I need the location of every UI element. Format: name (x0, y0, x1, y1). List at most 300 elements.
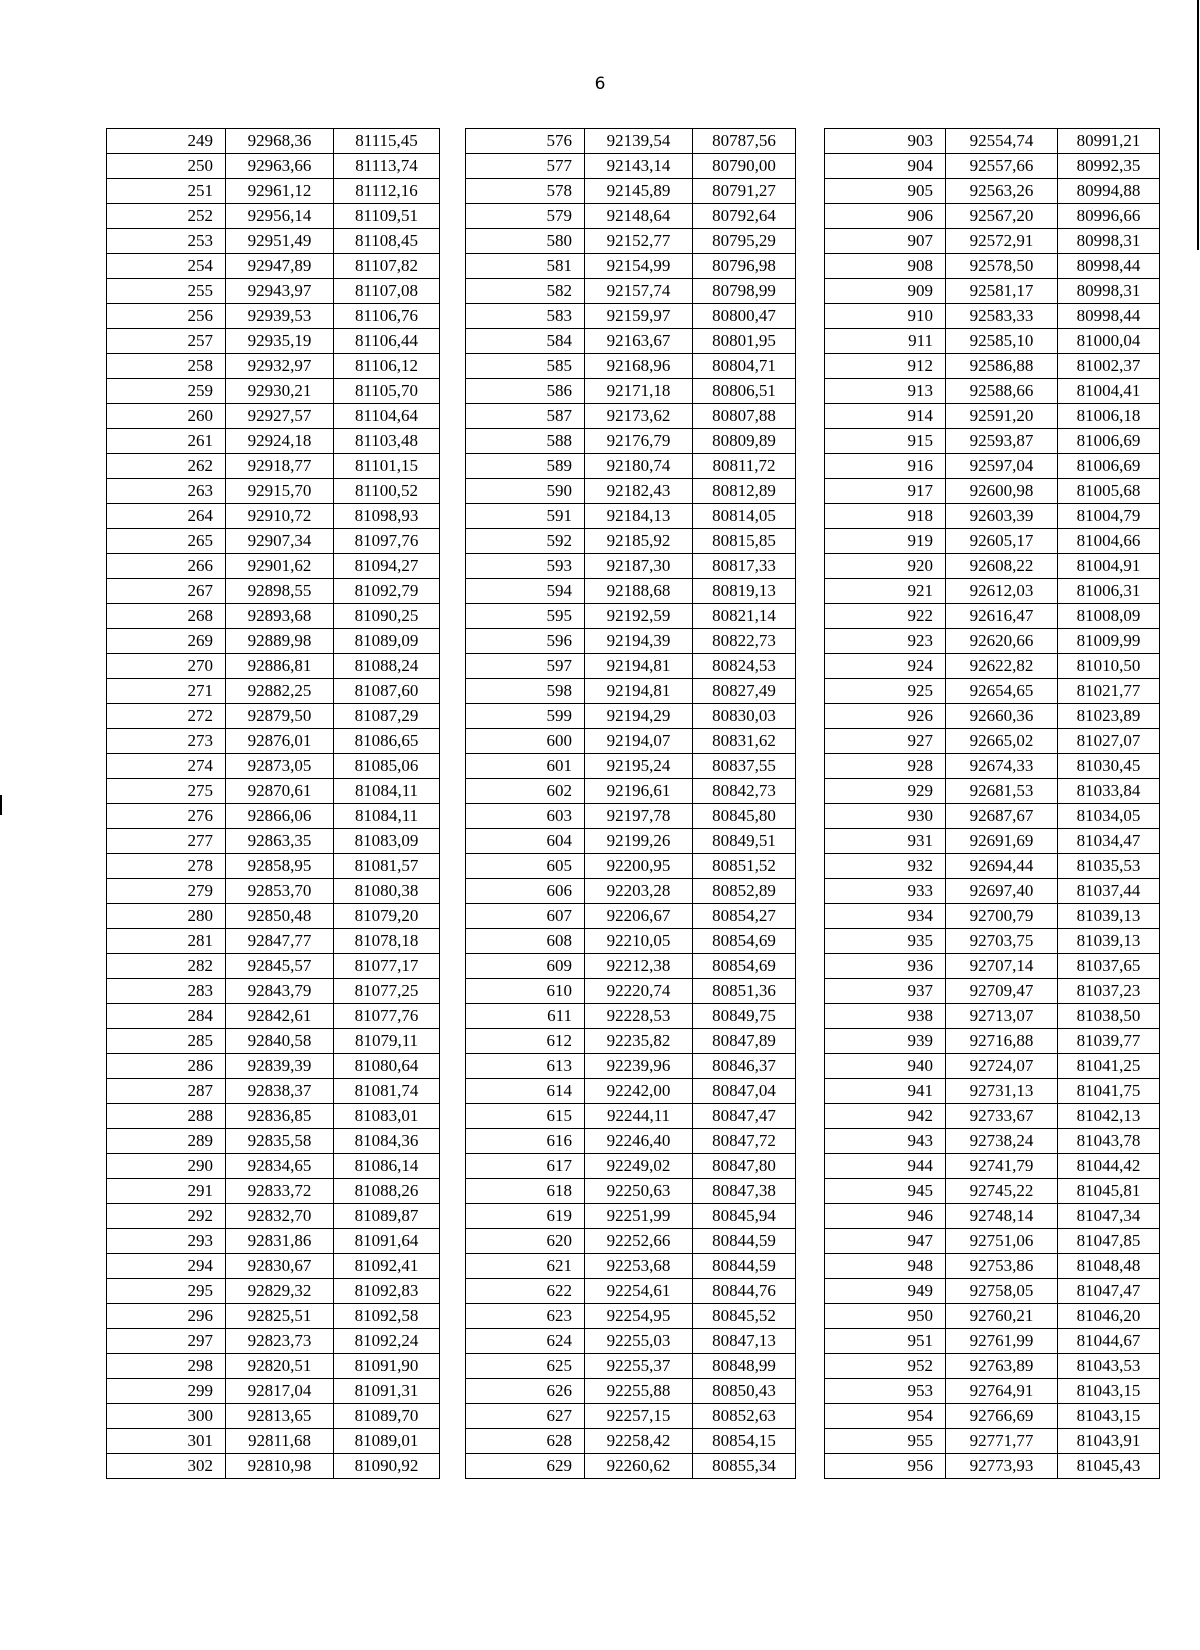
y-coordinate: 81092,83 (334, 1279, 440, 1304)
point-number: 576 (466, 129, 585, 154)
point-number: 579 (466, 204, 585, 229)
table-row (825, 604, 1160, 629)
x-coordinate: 92154,99 (585, 254, 693, 279)
x-coordinate: 92939,53 (226, 304, 334, 329)
table-row (107, 779, 440, 804)
x-coordinate: 92764,91 (946, 1379, 1058, 1404)
y-coordinate: 80821,14 (693, 604, 796, 629)
y-coordinate: 81106,44 (334, 329, 440, 354)
table-row (825, 479, 1160, 504)
y-coordinate: 80847,38 (693, 1179, 796, 1204)
point-number: 911 (825, 329, 946, 354)
point-number: 255 (107, 279, 226, 304)
point-number: 600 (466, 729, 585, 754)
x-coordinate: 92758,05 (946, 1279, 1058, 1304)
point-number: 950 (825, 1304, 946, 1329)
table-row (107, 354, 440, 379)
point-number: 289 (107, 1129, 226, 1154)
scan-edge-mark-left (0, 795, 2, 815)
point-number: 930 (825, 804, 946, 829)
table-row (825, 1354, 1160, 1379)
y-coordinate: 80848,99 (693, 1354, 796, 1379)
table-row (825, 454, 1160, 479)
point-number: 929 (825, 779, 946, 804)
table-row (107, 854, 440, 879)
y-coordinate: 81107,82 (334, 254, 440, 279)
point-number: 937 (825, 979, 946, 1004)
x-coordinate: 92870,61 (226, 779, 334, 804)
x-coordinate: 92956,14 (226, 204, 334, 229)
y-coordinate: 80824,53 (693, 654, 796, 679)
point-number: 611 (466, 1004, 585, 1029)
table-row (825, 1429, 1160, 1454)
table-row (107, 1454, 440, 1479)
table-row (466, 1329, 796, 1354)
point-number: 920 (825, 554, 946, 579)
x-coordinate: 92593,87 (946, 429, 1058, 454)
point-number: 923 (825, 629, 946, 654)
x-coordinate: 92831,86 (226, 1229, 334, 1254)
table-row (825, 579, 1160, 604)
y-coordinate: 81081,74 (334, 1079, 440, 1104)
x-coordinate: 92572,91 (946, 229, 1058, 254)
point-number: 292 (107, 1204, 226, 1229)
table-row (466, 254, 796, 279)
point-number: 944 (825, 1154, 946, 1179)
y-coordinate: 80807,88 (693, 404, 796, 429)
y-coordinate: 81044,42 (1058, 1154, 1160, 1179)
x-coordinate: 92603,39 (946, 504, 1058, 529)
point-number: 948 (825, 1254, 946, 1279)
table-row (825, 1129, 1160, 1154)
x-coordinate: 92188,68 (585, 579, 693, 604)
point-number: 908 (825, 254, 946, 279)
point-number: 610 (466, 979, 585, 1004)
y-coordinate: 81106,12 (334, 354, 440, 379)
table-row (825, 1454, 1160, 1479)
y-coordinate: 80852,89 (693, 879, 796, 904)
y-coordinate: 81047,85 (1058, 1229, 1160, 1254)
y-coordinate: 81104,64 (334, 404, 440, 429)
table-row (466, 729, 796, 754)
table-row (107, 1354, 440, 1379)
table-row (466, 754, 796, 779)
y-coordinate: 81091,31 (334, 1379, 440, 1404)
y-coordinate: 81006,69 (1058, 454, 1160, 479)
table-row (466, 1254, 796, 1279)
table-row (107, 154, 440, 179)
point-number: 606 (466, 879, 585, 904)
y-coordinate: 80855,34 (693, 1454, 796, 1479)
table-row (825, 779, 1160, 804)
table-row (466, 1004, 796, 1029)
point-number: 927 (825, 729, 946, 754)
x-coordinate: 92197,78 (585, 804, 693, 829)
point-number: 587 (466, 404, 585, 429)
table-row (107, 1304, 440, 1329)
y-coordinate: 81023,89 (1058, 704, 1160, 729)
y-coordinate: 80994,88 (1058, 179, 1160, 204)
table-row (466, 1454, 796, 1479)
table-row (466, 829, 796, 854)
x-coordinate: 92199,26 (585, 829, 693, 854)
x-coordinate: 92145,89 (585, 179, 693, 204)
y-coordinate: 80996,66 (1058, 204, 1160, 229)
table-row (107, 1029, 440, 1054)
y-coordinate: 81085,06 (334, 754, 440, 779)
x-coordinate: 92845,57 (226, 954, 334, 979)
table-row (107, 1379, 440, 1404)
point-number: 594 (466, 579, 585, 604)
x-coordinate: 92771,77 (946, 1429, 1058, 1454)
table-row (825, 1029, 1160, 1054)
table-row (825, 254, 1160, 279)
x-coordinate: 92738,24 (946, 1129, 1058, 1154)
table-row (107, 1154, 440, 1179)
point-number: 907 (825, 229, 946, 254)
x-coordinate: 92195,24 (585, 754, 693, 779)
point-number: 274 (107, 754, 226, 779)
y-coordinate: 81089,01 (334, 1429, 440, 1454)
point-number: 903 (825, 129, 946, 154)
page-number: 6 (594, 74, 606, 94)
x-coordinate: 92251,99 (585, 1204, 693, 1229)
point-number: 263 (107, 479, 226, 504)
table-row (466, 929, 796, 954)
y-coordinate: 81037,65 (1058, 954, 1160, 979)
y-coordinate: 80795,29 (693, 229, 796, 254)
x-coordinate: 92731,13 (946, 1079, 1058, 1104)
y-coordinate: 81086,65 (334, 729, 440, 754)
point-number: 599 (466, 704, 585, 729)
point-number: 276 (107, 804, 226, 829)
y-coordinate: 81043,78 (1058, 1129, 1160, 1154)
y-coordinate: 80814,05 (693, 504, 796, 529)
y-coordinate: 80998,44 (1058, 254, 1160, 279)
point-number: 595 (466, 604, 585, 629)
x-coordinate: 92834,65 (226, 1154, 334, 1179)
x-coordinate: 92194,81 (585, 654, 693, 679)
point-number: 250 (107, 154, 226, 179)
point-number: 287 (107, 1079, 226, 1104)
table-row (107, 954, 440, 979)
y-coordinate: 81088,24 (334, 654, 440, 679)
point-number: 913 (825, 379, 946, 404)
y-coordinate: 81030,45 (1058, 754, 1160, 779)
table-row (107, 579, 440, 604)
x-coordinate: 92927,57 (226, 404, 334, 429)
y-coordinate: 81098,93 (334, 504, 440, 529)
point-number: 602 (466, 779, 585, 804)
y-coordinate: 80809,89 (693, 429, 796, 454)
table-row (466, 979, 796, 1004)
point-number: 596 (466, 629, 585, 654)
y-coordinate: 81043,15 (1058, 1404, 1160, 1429)
table-row (825, 829, 1160, 854)
x-coordinate: 92839,39 (226, 1054, 334, 1079)
point-number: 300 (107, 1404, 226, 1429)
x-coordinate: 92835,58 (226, 1129, 334, 1154)
point-number: 294 (107, 1254, 226, 1279)
point-number: 626 (466, 1379, 585, 1404)
x-coordinate: 92853,70 (226, 879, 334, 904)
y-coordinate: 80800,47 (693, 304, 796, 329)
table-row (107, 404, 440, 429)
x-coordinate: 92258,42 (585, 1429, 693, 1454)
y-coordinate: 81092,24 (334, 1329, 440, 1354)
y-coordinate: 80846,37 (693, 1054, 796, 1079)
x-coordinate: 92915,70 (226, 479, 334, 504)
table-row (107, 1054, 440, 1079)
point-number: 295 (107, 1279, 226, 1304)
table-row (107, 979, 440, 1004)
point-number: 905 (825, 179, 946, 204)
table-row (825, 1104, 1160, 1129)
table-row (466, 1154, 796, 1179)
y-coordinate: 81115,45 (334, 129, 440, 154)
table-row (825, 804, 1160, 829)
point-number: 254 (107, 254, 226, 279)
x-coordinate: 92829,32 (226, 1279, 334, 1304)
y-coordinate: 81103,48 (334, 429, 440, 454)
point-number: 581 (466, 254, 585, 279)
table-row (825, 1154, 1160, 1179)
y-coordinate: 81112,16 (334, 179, 440, 204)
y-coordinate: 80847,13 (693, 1329, 796, 1354)
point-number: 612 (466, 1029, 585, 1054)
x-coordinate: 92700,79 (946, 904, 1058, 929)
table-row (107, 654, 440, 679)
point-number: 949 (825, 1279, 946, 1304)
table-row (825, 954, 1160, 979)
y-coordinate: 80998,31 (1058, 229, 1160, 254)
y-coordinate: 81109,51 (334, 204, 440, 229)
table-row (107, 279, 440, 304)
x-coordinate: 92918,77 (226, 454, 334, 479)
x-coordinate: 92212,38 (585, 954, 693, 979)
table-row (107, 1179, 440, 1204)
y-coordinate: 81092,58 (334, 1304, 440, 1329)
x-coordinate: 92951,49 (226, 229, 334, 254)
point-number: 588 (466, 429, 585, 454)
table-row (466, 454, 796, 479)
table-row (466, 654, 796, 679)
table-row (825, 279, 1160, 304)
x-coordinate: 92591,20 (946, 404, 1058, 429)
table-row (825, 1304, 1160, 1329)
y-coordinate: 81004,41 (1058, 379, 1160, 404)
table-row (466, 179, 796, 204)
y-coordinate: 81100,52 (334, 479, 440, 504)
table-row (825, 154, 1160, 179)
y-coordinate: 80847,47 (693, 1104, 796, 1129)
point-number: 253 (107, 229, 226, 254)
x-coordinate: 92763,89 (946, 1354, 1058, 1379)
y-coordinate: 81046,20 (1058, 1304, 1160, 1329)
y-coordinate: 81010,50 (1058, 654, 1160, 679)
y-coordinate: 81021,77 (1058, 679, 1160, 704)
y-coordinate: 80827,49 (693, 679, 796, 704)
point-number: 279 (107, 879, 226, 904)
y-coordinate: 81088,26 (334, 1179, 440, 1204)
point-number: 928 (825, 754, 946, 779)
table-row (466, 1354, 796, 1379)
x-coordinate: 92932,97 (226, 354, 334, 379)
point-number: 585 (466, 354, 585, 379)
y-coordinate: 80998,44 (1058, 304, 1160, 329)
x-coordinate: 92184,13 (585, 504, 693, 529)
y-coordinate: 81091,64 (334, 1229, 440, 1254)
point-number: 620 (466, 1229, 585, 1254)
y-coordinate: 81083,01 (334, 1104, 440, 1129)
point-number: 601 (466, 754, 585, 779)
x-coordinate: 92836,85 (226, 1104, 334, 1129)
table-row (466, 1304, 796, 1329)
y-coordinate: 80844,59 (693, 1254, 796, 1279)
x-coordinate: 92713,07 (946, 1004, 1058, 1029)
x-coordinate: 92947,89 (226, 254, 334, 279)
y-coordinate: 81000,04 (1058, 329, 1160, 354)
table-row (107, 504, 440, 529)
x-coordinate: 92840,58 (226, 1029, 334, 1054)
x-coordinate: 92707,14 (946, 954, 1058, 979)
x-coordinate: 92817,04 (226, 1379, 334, 1404)
table-row (466, 1229, 796, 1254)
table-row (466, 604, 796, 629)
x-coordinate: 92681,53 (946, 779, 1058, 804)
table-row (466, 1029, 796, 1054)
point-number: 604 (466, 829, 585, 854)
point-number: 954 (825, 1404, 946, 1429)
y-coordinate: 80822,73 (693, 629, 796, 654)
x-coordinate: 92600,98 (946, 479, 1058, 504)
table-row (466, 554, 796, 579)
x-coordinate: 92246,40 (585, 1129, 693, 1154)
table-row (825, 879, 1160, 904)
point-number: 951 (825, 1329, 946, 1354)
x-coordinate: 92255,03 (585, 1329, 693, 1354)
table-row (466, 904, 796, 929)
table-row (466, 1429, 796, 1454)
point-number: 291 (107, 1179, 226, 1204)
y-coordinate: 81091,90 (334, 1354, 440, 1379)
y-coordinate: 81090,25 (334, 604, 440, 629)
point-number: 943 (825, 1129, 946, 1154)
point-number: 278 (107, 854, 226, 879)
x-coordinate: 92813,65 (226, 1404, 334, 1429)
x-coordinate: 92159,97 (585, 304, 693, 329)
table-row (107, 529, 440, 554)
y-coordinate: 81004,91 (1058, 554, 1160, 579)
table-row (107, 829, 440, 854)
y-coordinate: 81108,45 (334, 229, 440, 254)
y-coordinate: 80851,52 (693, 854, 796, 879)
table-row (107, 604, 440, 629)
table-row (825, 129, 1160, 154)
point-number: 284 (107, 1004, 226, 1029)
point-number: 296 (107, 1304, 226, 1329)
y-coordinate: 81083,09 (334, 829, 440, 854)
y-coordinate: 81078,18 (334, 929, 440, 954)
point-number: 577 (466, 154, 585, 179)
table-row (466, 279, 796, 304)
table-row (466, 1054, 796, 1079)
y-coordinate: 81080,64 (334, 1054, 440, 1079)
y-coordinate: 81039,13 (1058, 904, 1160, 929)
point-number: 629 (466, 1454, 585, 1479)
y-coordinate: 81041,75 (1058, 1079, 1160, 1104)
point-number: 953 (825, 1379, 946, 1404)
point-number: 609 (466, 954, 585, 979)
x-coordinate: 92745,22 (946, 1179, 1058, 1204)
x-coordinate: 92171,18 (585, 379, 693, 404)
point-number: 298 (107, 1354, 226, 1379)
y-coordinate: 81084,36 (334, 1129, 440, 1154)
point-number: 916 (825, 454, 946, 479)
table-row (107, 229, 440, 254)
table-row (825, 1204, 1160, 1229)
x-coordinate: 92901,62 (226, 554, 334, 579)
table-row (466, 629, 796, 654)
point-number: 593 (466, 554, 585, 579)
point-number: 598 (466, 679, 585, 704)
table-row (825, 529, 1160, 554)
y-coordinate: 81047,34 (1058, 1204, 1160, 1229)
point-number: 939 (825, 1029, 946, 1054)
point-number: 619 (466, 1204, 585, 1229)
x-coordinate: 92910,72 (226, 504, 334, 529)
y-coordinate: 81077,17 (334, 954, 440, 979)
table-row (107, 1329, 440, 1354)
y-coordinate: 80804,71 (693, 354, 796, 379)
y-coordinate: 80837,55 (693, 754, 796, 779)
table-row (466, 954, 796, 979)
table-row (107, 304, 440, 329)
table-row (466, 1129, 796, 1154)
x-coordinate: 92665,02 (946, 729, 1058, 754)
point-number: 264 (107, 504, 226, 529)
x-coordinate: 92882,25 (226, 679, 334, 704)
table-row (825, 379, 1160, 404)
point-number: 934 (825, 904, 946, 929)
y-coordinate: 81084,11 (334, 779, 440, 804)
point-number: 616 (466, 1129, 585, 1154)
y-coordinate: 80819,13 (693, 579, 796, 604)
y-coordinate: 81092,79 (334, 579, 440, 604)
y-coordinate: 81090,92 (334, 1454, 440, 1479)
point-number: 623 (466, 1304, 585, 1329)
y-coordinate: 80830,03 (693, 704, 796, 729)
point-number: 586 (466, 379, 585, 404)
point-number: 909 (825, 279, 946, 304)
x-coordinate: 92597,04 (946, 454, 1058, 479)
point-number: 924 (825, 654, 946, 679)
table-row (466, 804, 796, 829)
table-row (466, 329, 796, 354)
y-coordinate: 81089,70 (334, 1404, 440, 1429)
table-row (466, 529, 796, 554)
table-row (825, 554, 1160, 579)
point-number: 277 (107, 829, 226, 854)
y-coordinate: 81045,43 (1058, 1454, 1160, 1479)
x-coordinate: 92583,33 (946, 304, 1058, 329)
table-row (466, 304, 796, 329)
x-coordinate: 92585,10 (946, 329, 1058, 354)
x-coordinate: 92254,61 (585, 1279, 693, 1304)
x-coordinate: 92753,86 (946, 1254, 1058, 1279)
x-coordinate: 92810,98 (226, 1454, 334, 1479)
point-number: 261 (107, 429, 226, 454)
